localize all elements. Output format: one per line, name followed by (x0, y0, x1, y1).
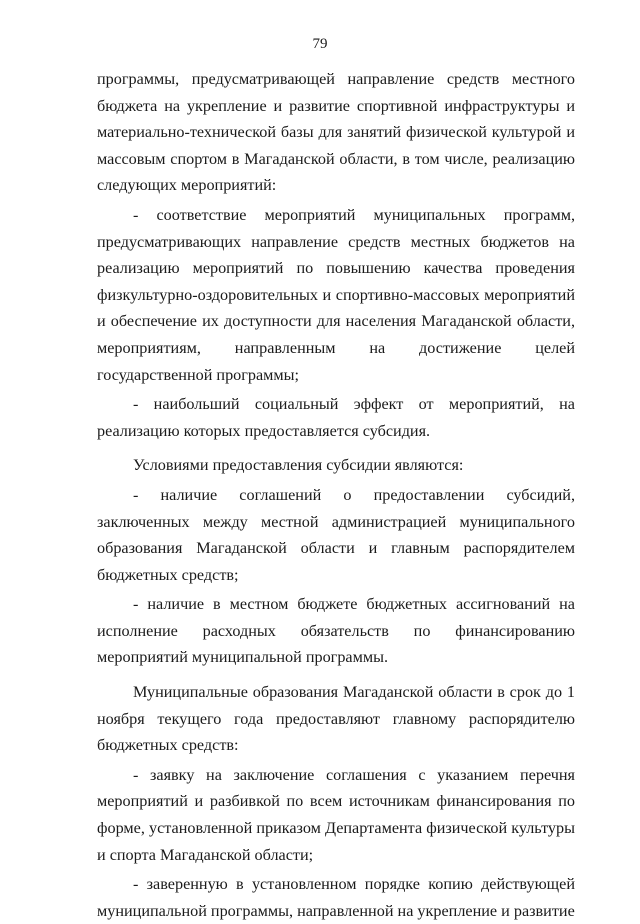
paragraph-1: программы, предусматривающей направление средств местного бюджета на укрепление и развитие спортивной инфраструктуры и материально-технической базы для занятий физической культурой и массовым спортом в Магаданской области, в том числе, реализацию следующих мероприятий: (97, 70, 575, 195)
paragraph-4: Условиями предоставления субсидии являются: (133, 456, 464, 475)
paragraph-7: Муниципальные образования Магаданской области в срок до 1 ноября текущего года предоставляют главному распорядителю бюджетных средств: (97, 683, 575, 755)
paragraph-6: - наличие в местном бюджете бюджетных ассигнований на исполнение расходных обязательств по финансированию мероприятий муниципальной программы. (97, 595, 575, 667)
paragraph-5: - наличие соглашений о предоставлении субсидий, заключенных между местной администрацией муниципального образования Магаданской области и главным распорядителем бюджетных средств; (97, 485, 575, 584)
document-body (97, 66, 575, 924)
paragraph-8: - заявку на заключение соглашения с указанием перечня мероприятий и разбивкой по всем источникам финансирования по форме, установленной приказом Департамента физической культуры и спорта Магаданской области; (97, 765, 575, 864)
page-number: 79 (312, 36, 328, 52)
paragraph-9: - заверенную в установленном порядке копию действующей муниципальной программы, направленной на укрепление и развитие (97, 875, 575, 920)
paragraph-3: - наибольший социальный эффект от мероприятий, на реализацию которых предоставляется субсидия. (97, 395, 575, 440)
paragraph-2: - соответствие мероприятий муниципальных программ, предусматривающих направление средств местных бюджетов на реализацию мероприятий по повышению качества проведения физкультурно-оздоровительных и спортивно-массовых мероприятий и обеспечение их доступности для населения Магаданской области, мероприятиям, направленным на достижение целей государственной программы; (97, 205, 575, 384)
